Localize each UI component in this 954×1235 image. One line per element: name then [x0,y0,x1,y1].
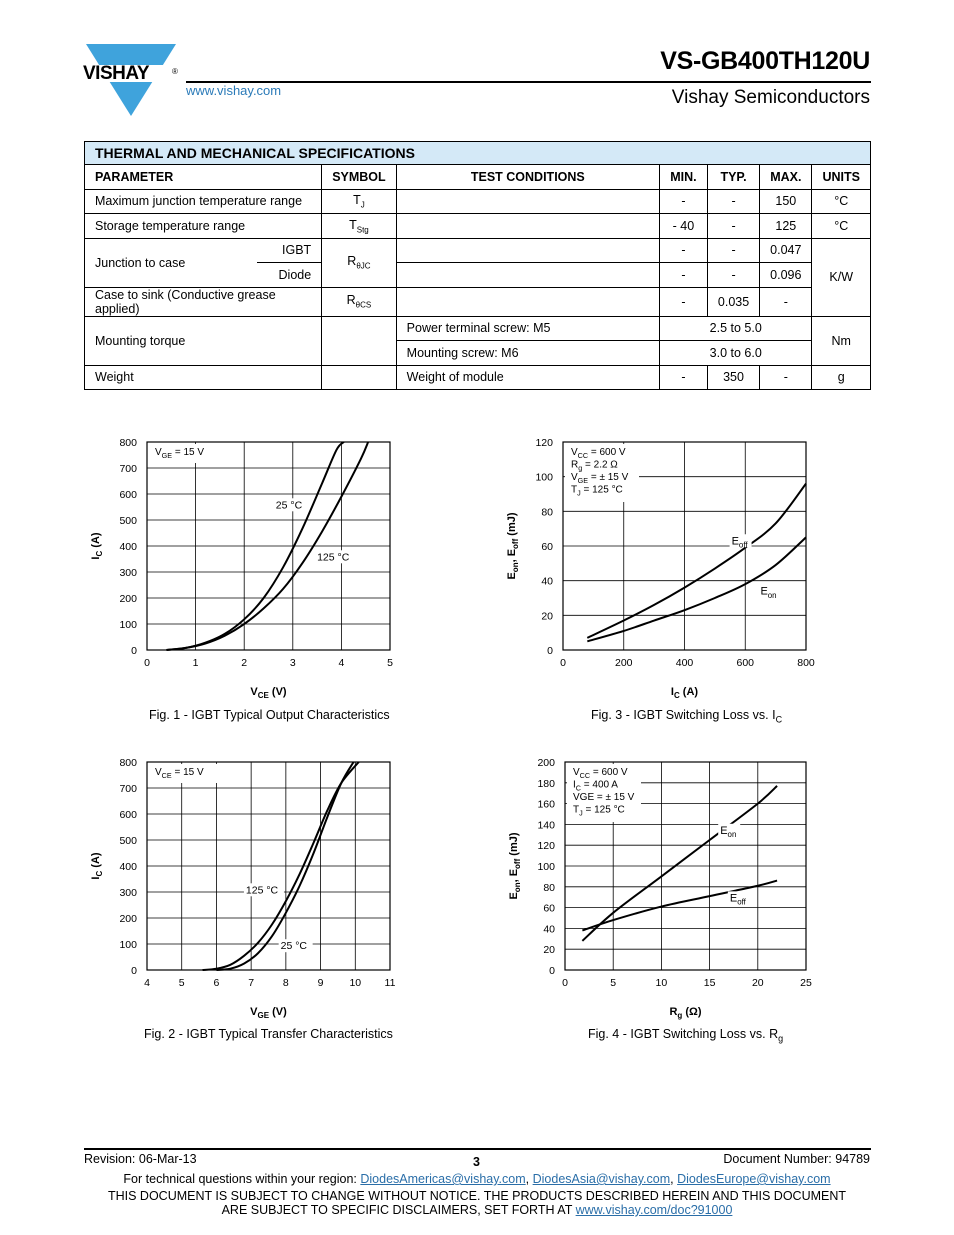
row-conditions [396,189,659,214]
row-conditions [396,238,659,263]
x-tick-label: 25 [800,977,812,989]
x-tick-label: 800 [797,657,815,669]
row-typ: - [707,189,759,214]
part-number-title: VS-GB400TH120U [660,47,870,75]
y-tick-label: 600 [119,489,137,501]
row-max: - [760,287,812,316]
x-tick-label: 2 [241,657,248,669]
y-tick-label: 160 [537,798,555,811]
website-link[interactable]: www.vishay.com [186,83,282,98]
y-tick-label: 800 [119,757,137,769]
row-min: - [659,365,707,390]
row-symbol [322,365,396,390]
row-max: 0.047 [760,238,812,263]
y-tick-label: 100 [535,471,553,484]
contact-prefix: For technical questions within your region: [123,1172,361,1186]
row-param: Storage temperature range [85,214,322,239]
y-tick-label: 300 [119,567,137,579]
x-tick-label: 5 [387,657,393,669]
y-tick-label: 400 [119,541,137,553]
x-tick-label: 4 [144,977,150,989]
condition-text: $V_{CE} = 15$ V [155,767,204,780]
condition-text: $I_C = 400$ A [573,779,618,793]
row-symbol: $T_{Stg}$ [322,214,396,239]
fig1-output-characteristics-chart [80,430,420,700]
x-tick-label: 5 [178,977,185,989]
condition-text: $V_{CC} = 600$ V [571,447,626,460]
x-tick-label: 10 [655,977,668,989]
logo-registered-icon: ® [172,67,178,76]
header-rule [186,81,871,83]
condition-text: $V_{GE}$ = ± 15 V [571,472,629,485]
col-header-symbol: SYMBOL [322,165,396,190]
condition-text: $T_J = 125$ °C [571,484,623,498]
y-tick-label: 600 [119,809,137,821]
row-max: 0.096 [760,263,812,288]
x-tick-label: 0 [562,977,568,989]
series-label: 125 °C [245,884,279,897]
x-tick-label: 0 [560,657,566,669]
row-min: - [659,287,707,316]
col-header-test-conditions: TEST CONDITIONS [396,165,659,190]
row-typ: - [707,214,759,239]
series-line [587,484,806,638]
email-europe-link[interactable]: DiodesEurope@vishay.com [677,1172,831,1186]
table-row [85,365,871,390]
row-symbol: $R_{\theta CS}$ [322,287,396,316]
row-param: Weight [85,365,322,390]
row-subparam-diode: Diode [257,263,322,288]
table-row [85,287,871,316]
y-axis-label: $I_C$ (A) [90,852,104,880]
row-subparam-igbt: IGBT [257,238,322,263]
row-unit: °C [812,214,871,239]
row-typ: 350 [707,365,759,390]
series-label: 25 °C [275,499,303,512]
contact-separator: , [525,1172,533,1186]
row-max: - [760,365,812,390]
condition-text: $V_{GE} = 15$ V [155,447,205,460]
y-tick-label: 140 [537,819,555,832]
y-tick-label: 120 [537,840,555,853]
row-symbol: $T_J$ [322,189,396,214]
condition-text: $T_J = 125$ °C [573,804,625,818]
row-value: 2.5 to 5.0 [659,316,812,341]
y-tick-label: 0 [131,965,137,977]
footer-rule [84,1148,871,1150]
x-tick-label: 400 [675,657,694,669]
thermal-mechanical-spec-table [84,141,871,390]
row-param: Mounting torque [85,316,322,365]
email-americas-link[interactable]: DiodesAmericas@vishay.com [360,1172,526,1186]
y-tick-label: 300 [119,887,137,899]
y-tick-label: 400 [119,861,137,873]
row-unit: K/W [812,238,871,316]
y-axis-label: $E_{on}$, $E_{off}$ (mJ) [508,832,522,900]
row-conditions [396,263,659,288]
revision-text: Revision: 06-Mar-13 [84,1152,197,1166]
row-unit: Nm [812,316,871,365]
fig4-caption: Fig. 4 - IGBT Switching Loss vs. $R_g$ [588,1027,784,1044]
condition-text: VGE = ± 15 V [573,792,635,803]
row-min: - [659,263,707,288]
y-tick-label: 800 [119,437,137,449]
y-tick-label: 500 [119,515,137,527]
row-conditions: Power terminal screw: M5 [396,316,659,341]
x-tick-label: 11 [384,977,396,989]
series-label: $E_{on}$ [760,585,777,600]
table-caption: THERMAL AND MECHANICAL SPECIFICATIONS [85,142,871,165]
x-tick-label: 6 [213,977,220,989]
row-value: 3.0 to 6.0 [659,341,812,366]
row-param: Case to sink (Conductive grease applied) [85,287,322,316]
row-typ: - [707,238,759,263]
x-tick-label: 0 [144,657,150,669]
series-label: $E_{off}$ [731,535,748,550]
row-conditions [396,287,659,316]
row-conditions: Mounting screw: M6 [396,341,659,366]
disclaimer-line-2 [0,1203,954,1217]
y-tick-label: 60 [541,541,553,553]
disclaimer-text: ARE SUBJECT TO SPECIFIC DISCLAIMERS, SET FORTH AT [221,1203,576,1217]
x-tick-label: 15 [703,977,716,989]
y-tick-label: 0 [549,965,555,977]
y-tick-label: 80 [543,881,555,894]
y-tick-label: 200 [119,593,137,605]
x-tick-label: 200 [614,657,633,669]
y-tick-label: 20 [543,944,555,957]
row-max: 125 [760,214,812,239]
vishay-logo [84,44,176,116]
company-subtitle: Vishay Semiconductors [671,87,870,108]
condition-text: $R_g = 2.2$ Ω [571,459,618,473]
fig2-transfer-characteristics-chart [80,750,420,1020]
y-tick-label: 0 [547,645,553,657]
table-header-row [85,165,871,190]
fig2-caption: Fig. 2 - IGBT Typical Transfer Characteristics [144,1027,393,1041]
condition-text: $V_{CC} = 600$ V [573,767,628,780]
x-tick-label: 9 [317,977,324,989]
x-tick-label: 5 [610,977,617,989]
x-tick-label: 600 [736,657,755,669]
fig3-switching-loss-vs-ic-chart [495,430,835,700]
x-tick-label: 3 [289,657,296,669]
series-label: 25 °C [280,940,308,953]
y-tick-label: 180 [537,777,555,790]
row-typ: 0.035 [707,287,759,316]
y-tick-label: 100 [119,939,137,951]
row-conditions [396,214,659,239]
row-min: - [659,238,707,263]
y-tick-label: 80 [541,506,553,519]
y-tick-label: 100 [119,619,137,631]
document-number: Document Number: 94789 [723,1152,870,1166]
page-number: 3 [473,1155,480,1169]
col-header-typ: TYP. [707,165,759,190]
table-row [85,214,871,239]
y-tick-label: 120 [535,437,553,449]
row-param: Maximum junction temperature range [85,189,322,214]
y-tick-label: 700 [119,783,137,795]
y-axis-label: $E_{on}$, $E_{off}$ (mJ) [506,512,520,580]
series-line [582,881,777,931]
y-tick-label: 40 [543,923,555,936]
y-tick-label: 500 [119,835,137,847]
series-label: $E_{on}$ [720,824,737,840]
y-tick-label: 0 [131,645,137,657]
y-tick-label: 20 [541,610,553,623]
x-tick-label: 20 [751,977,764,989]
fig4-switching-loss-vs-rg-chart [495,750,835,1020]
table-row [85,189,871,214]
x-axis-label: $V_{GE}$ (V) [250,1006,287,1020]
table-row [85,238,871,263]
x-tick-label: 10 [349,977,362,989]
series-label: $E_{off}$ [729,892,746,907]
x-axis-label: $I_C$ (A) [670,686,699,700]
fig1-caption: Fig. 1 - IGBT Typical Output Characteristics [149,708,390,722]
x-tick-label: 7 [248,977,255,989]
row-max: 150 [760,189,812,214]
col-header-parameter: PARAMETER [85,165,322,190]
row-symbol [322,316,396,365]
col-header-max: MAX. [760,165,812,190]
disclaimer-line-1: THIS DOCUMENT IS SUBJECT TO CHANGE WITHOUT NOTICE. THE PRODUCTS DESCRIBED HEREIN AND THIS DOCUMENT [107,1189,847,1203]
x-tick-label: 4 [338,657,345,669]
y-tick-label: 40 [541,575,553,588]
row-conditions: Weight of module [396,365,659,390]
series-label: 125 °C [317,551,350,564]
row-min: - 40 [659,214,707,239]
x-axis-label: $R_g$ (Ω) [669,1006,702,1020]
disclaimer-link[interactable]: www.vishay.com/doc?91000 [575,1203,733,1217]
x-axis-label: $V_{CE}$ (V) [250,686,287,700]
y-axis-label: $I_C$ (A) [90,532,104,560]
y-tick-label: 700 [119,463,137,475]
y-tick-label: 200 [119,913,137,925]
y-tick-label: 100 [537,861,555,873]
y-tick-label: 60 [543,902,555,915]
x-tick-label: 8 [282,977,289,989]
technical-contact-line [0,1172,954,1186]
email-asia-link[interactable]: DiodesAsia@vishay.com [532,1172,671,1186]
row-unit: °C [812,189,871,214]
x-tick-label: 1 [192,657,199,669]
contact-separator: , [670,1172,678,1186]
row-param: Junction to case [85,238,257,287]
row-unit: g [812,365,871,390]
row-typ: - [707,263,759,288]
col-header-min: MIN. [659,165,707,190]
fig3-caption: Fig. 3 - IGBT Switching Loss vs. $I_C$ [591,708,783,725]
col-header-units: UNITS [812,165,871,190]
logo-wordmark: VISHAY [83,63,149,84]
row-min: - [659,189,707,214]
y-tick-label: 200 [537,757,555,769]
table-row [85,316,871,341]
row-symbol: $R_{\theta JC}$ [322,238,396,287]
